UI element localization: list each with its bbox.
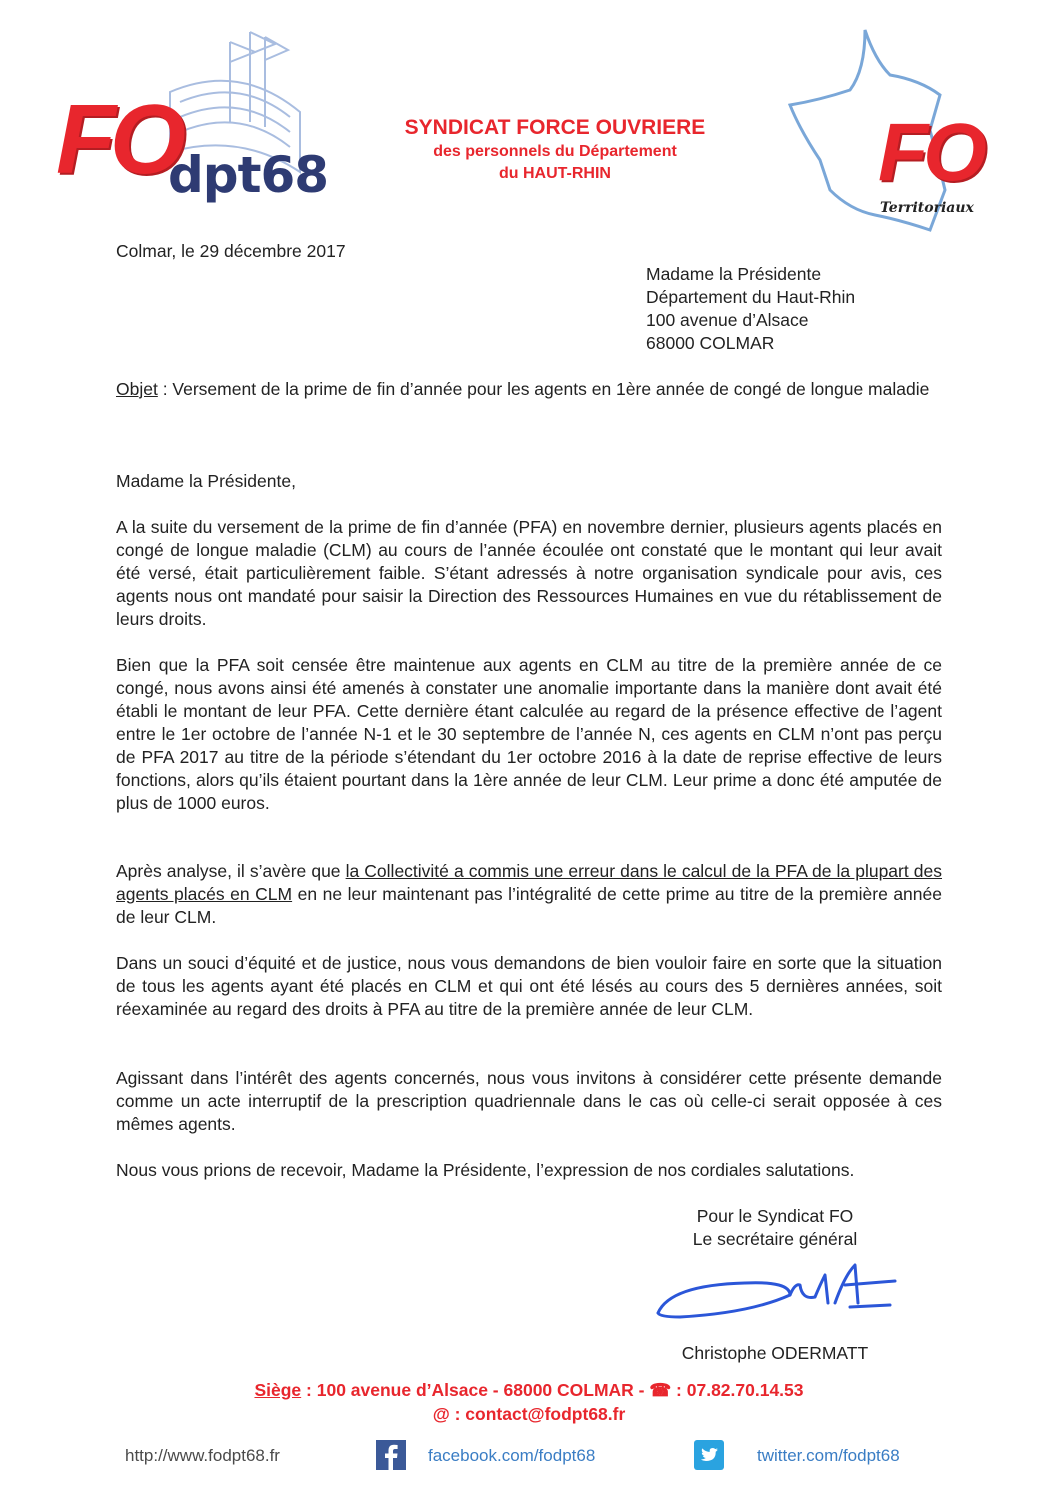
dpt68-logo-text: dpt68	[168, 146, 329, 204]
letterhead	[340, 115, 770, 185]
twitter-icon[interactable]	[694, 1440, 724, 1470]
email-line[interactable]: @ : contact@fodpt68.fr	[432, 1404, 626, 1424]
fodpt68-logo	[50, 22, 350, 222]
website-link[interactable]: http://www.fodpt68.fr	[125, 1446, 280, 1465]
facebook-icon[interactable]	[376, 1440, 406, 1470]
subject-label: Objet	[116, 379, 158, 399]
salutation: Madame la Présidente,	[116, 471, 296, 491]
address-text: : 100 avenue d’Alsace - 68000 COLMAR -	[301, 1380, 650, 1400]
footer-contact	[100, 1378, 958, 1426]
phone-number: : 07.82.70.14.53	[671, 1380, 804, 1400]
handwritten-signature	[650, 1255, 910, 1335]
signature-title: Le secrétaire général	[692, 1229, 858, 1249]
paragraph-2: Bien que la PFA soit censée être maintenue aux agents en CLM au titre de la première année de ce congé, nous avons ainsi été amenés à constater une anomalie importante dans la manière dont avait été établi le montant de leur PFA. Cette dernière étant calculée au regard de la présence effective de l’agent entre le 1er octobre de l’année N-1 et le 30 septembre de l’année N, ces agents en CLM n’ont pas perçu de PFA 2017 au titre de la période s’étendant du 1er octobre 2016 à la date de reprise effective de leurs fonctions, alors qu’ils étaient pourtant dans la 1ère année de leur CLM. Leur prime a donc été amputée de plus de 1000 euros.	[116, 655, 942, 813]
signer-name: Christophe ODERMATT	[681, 1343, 869, 1363]
recipient-line: Madame la Présidente	[646, 264, 822, 284]
recipient-address	[646, 263, 855, 355]
fo-logo-text-right: FO	[878, 107, 982, 198]
letter-date: Colmar, le 29 décembre 2017	[116, 241, 346, 261]
territoriaux-label: Territoriaux	[880, 200, 974, 216]
recipient-line: 100 avenue d’Alsace	[646, 310, 809, 330]
paragraph-3-end: en ne leur maintenant pas l’intégralité de cette prime au titre de la première année de leur CLM.	[116, 884, 942, 927]
org-subtitle: des personnels du Département	[433, 143, 677, 160]
facebook-link[interactable]: facebook.com/fodpt68	[428, 1446, 596, 1465]
subject-text: : Versement de la prime de fin d’année pour les agents en 1ère année de congé de longue maladie	[157, 379, 930, 399]
paragraph-3	[116, 860, 942, 929]
recipient-line: 68000 COLMAR	[646, 333, 775, 353]
signature-block	[640, 1205, 910, 1251]
footer-address-line	[100, 1378, 958, 1402]
signature-org: Pour le Syndicat FO	[696, 1206, 854, 1226]
paragraph-5: Agissant dans l’intérêt des agents concernés, nous vous invitons à considérer cette présente demande comme un acte interruptif de la prescription quadriennale dans le cas où celle-ci serait opposée à ces mêmes agents.	[116, 1068, 942, 1134]
org-name: SYNDICAT FORCE OUVRIERE	[404, 116, 706, 139]
paragraph-3-underlined: la Collectivité a commis une erreur dans le calcul de la PFA de la plupart des agents placés en CLM	[116, 861, 943, 904]
closing-paragraph: Nous vous prions de recevoir, Madame la Présidente, l’expression de nos cordiales salutations.	[116, 1160, 855, 1180]
paragraph-3-start: Après analyse, il s’avère que	[116, 861, 346, 881]
org-region: du HAUT-RHIN	[499, 165, 611, 182]
paragraph-4: Dans un souci d’équité et de justice, nous vous demandons de bien vouloir faire en sorte que la situation de tous les agents ayant été placés en CLM et qui ont été lésés au cours des 5 dernières années, soit réexaminée au regard des droits à PFA au titre de la première année de leur CLM.	[116, 953, 942, 1019]
subject-line	[116, 378, 942, 401]
fo-territoriaux-logo	[780, 20, 980, 240]
footer-links	[0, 1440, 1058, 1474]
recipient-line: Département du Haut-Rhin	[646, 287, 856, 307]
paragraph-1: A la suite du versement de la prime de fin d’année (PFA) en novembre dernier, plusieurs agents placés en congé de longue maladie (CLM) au cours de l’année écoulée ont constaté que le montant qui leur avait été versé, était particulièrement faible. S’étant adressés à notre organisation syndicale pour avis, ces agents nous ont mandaté pour saisir la Direction des Ressources Humaines en vue du rétablissement de leurs droits.	[116, 517, 942, 629]
phone-icon: ☎	[649, 1380, 672, 1400]
fo-logo-text: FO	[56, 84, 181, 194]
twitter-link[interactable]: twitter.com/fodpt68	[757, 1446, 900, 1465]
siege-label: Siège	[254, 1380, 302, 1400]
